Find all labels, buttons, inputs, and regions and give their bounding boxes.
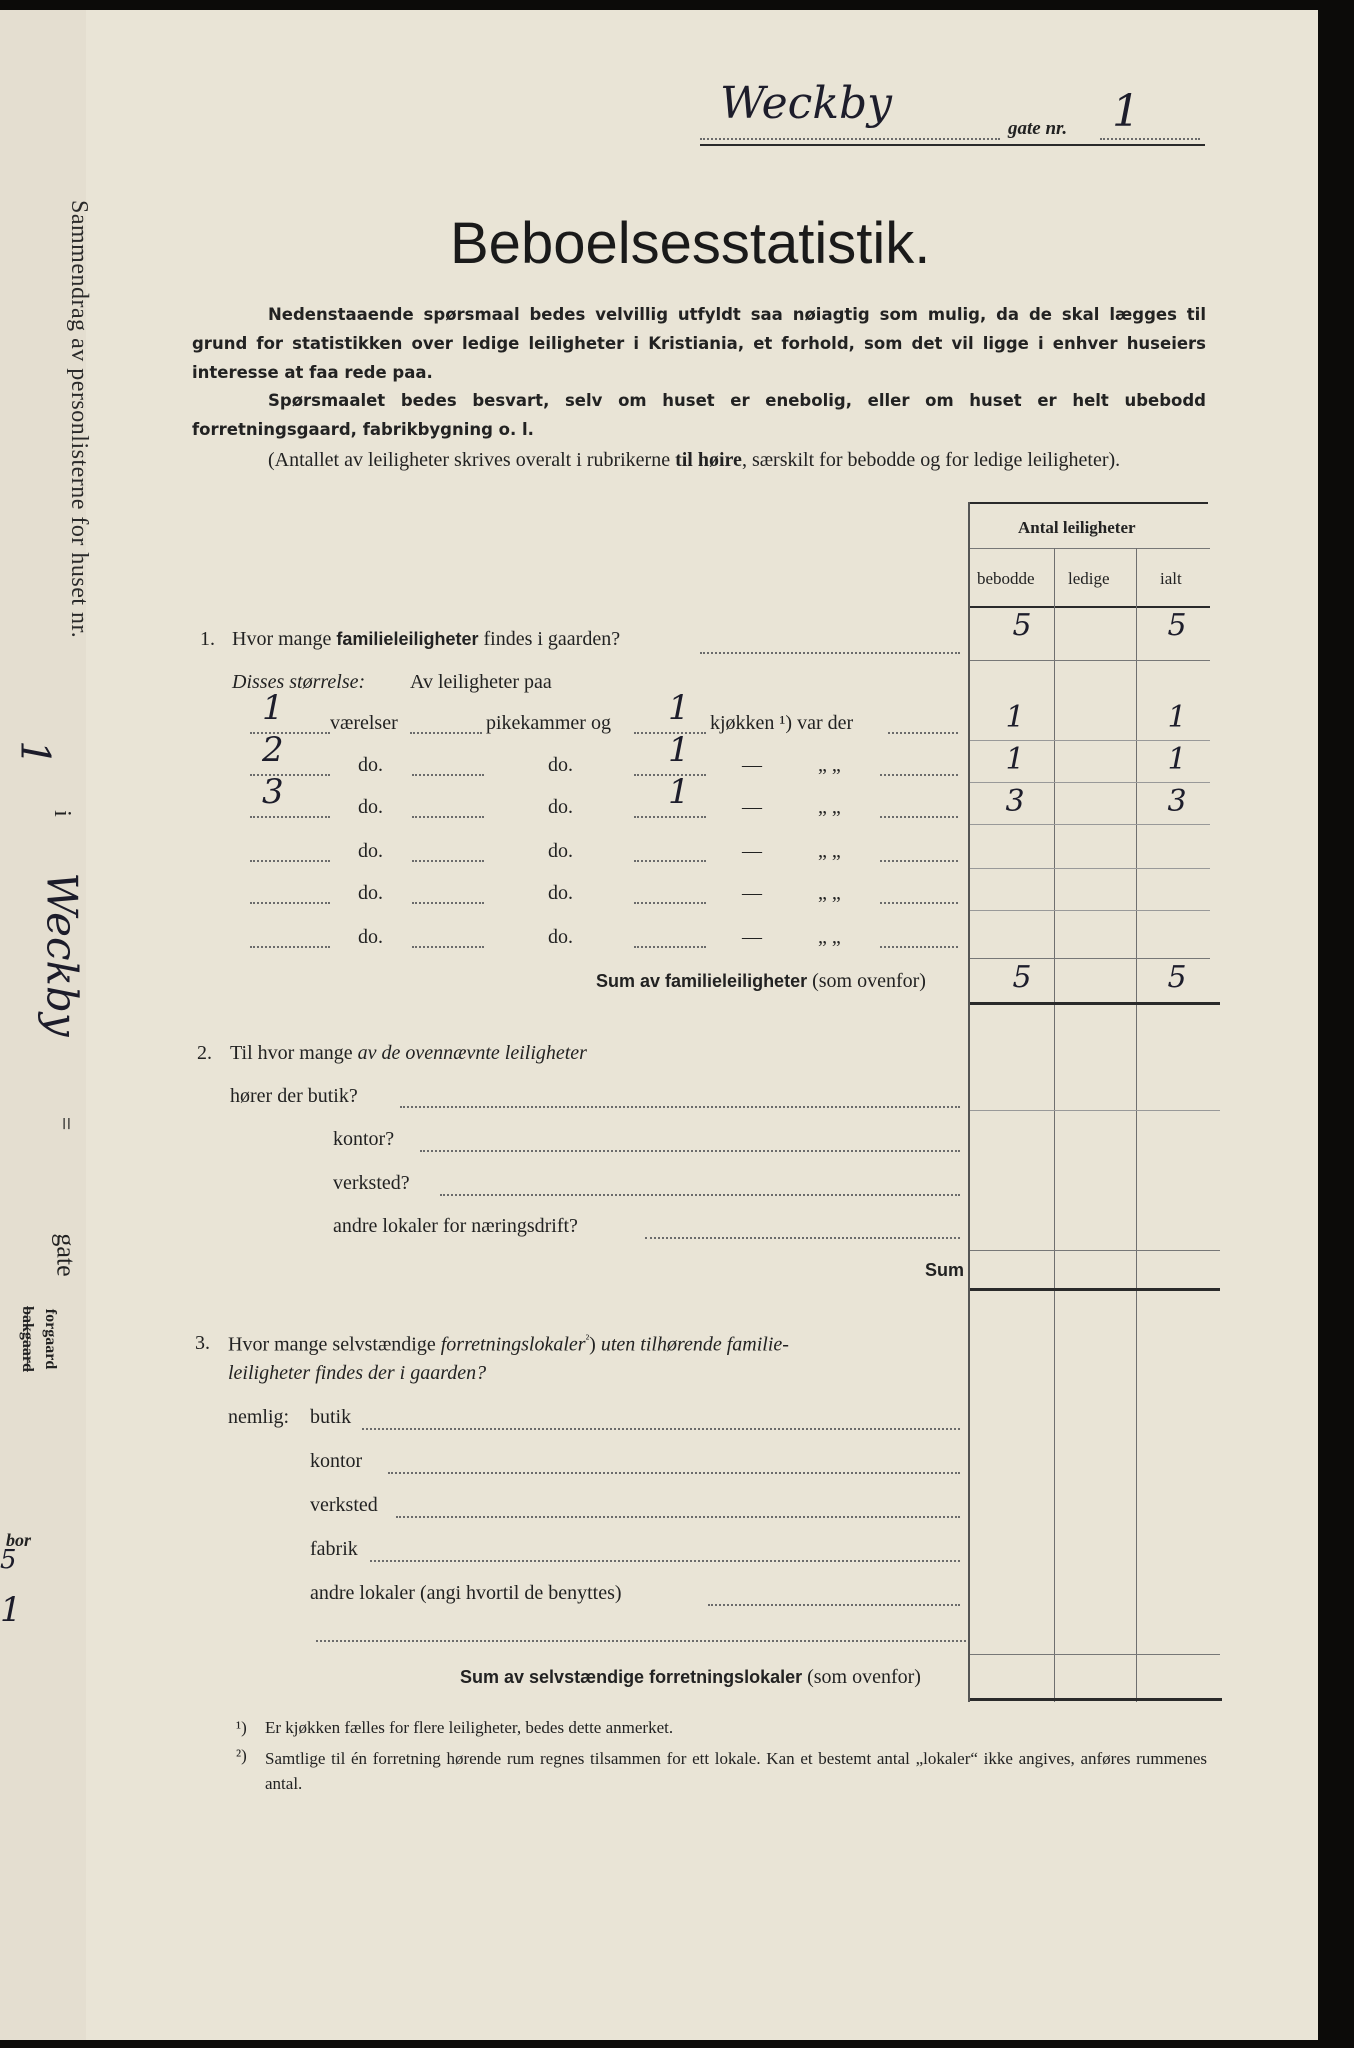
intro-paragraph-3	[192, 446, 1206, 475]
q1-text	[232, 628, 620, 651]
size-row-word1: do.	[358, 926, 383, 948]
dotted-line	[410, 732, 482, 734]
q3-sum-label	[460, 1666, 921, 1689]
size-row-word2: do.	[548, 926, 573, 948]
table-title: Antal leiligheter	[1018, 518, 1136, 537]
side-i: i	[48, 810, 75, 817]
q2-item-verksted: verksted?	[333, 1172, 410, 1194]
q3-item-andre: andre lokaler (angi hvortil de benyttes)	[310, 1582, 622, 1604]
dotted-line	[412, 860, 484, 862]
side-house-nr: 1	[11, 740, 58, 766]
dotted-line	[412, 946, 484, 948]
leader-dots	[880, 902, 958, 904]
rooms-dotted-line	[250, 860, 330, 862]
intro-p3-bold: til høire	[675, 449, 742, 471]
dotted-line	[412, 816, 484, 818]
size-row-rooms: 3	[262, 772, 284, 812]
size-row-word3: —	[742, 840, 762, 862]
sum-rule-q1	[970, 1002, 1220, 1005]
size-row-bebodde: 3	[1005, 784, 1025, 819]
size-row-word3: —	[742, 796, 762, 818]
row-rule-pre-sum-q3	[970, 1654, 1220, 1655]
q1-text-bold: familieleiligheter	[336, 629, 479, 649]
leader-dots	[880, 946, 958, 948]
leader-dots	[362, 1428, 960, 1430]
page-title: Beboelsesstatistik.	[450, 211, 931, 276]
size-row-kitchen: 1	[668, 688, 690, 728]
nr-dotted-line	[1100, 138, 1200, 140]
q3-text-a: Hvor mange selvstændige	[228, 1333, 441, 1356]
row-rule-pre-sum	[970, 958, 1210, 959]
footnote-1: Er kjøkken fælles for flere leiligheter, bedes dette anmerket.	[265, 1718, 674, 1737]
size-row-ditto: „ „	[818, 926, 841, 948]
q3-item-fabrik: fabrik	[310, 1538, 358, 1560]
q1-sum-label	[596, 970, 926, 993]
size-row-word3: —	[742, 882, 762, 904]
size-row-word1: do.	[358, 840, 383, 862]
q1-ialt-value: 5	[1167, 608, 1187, 643]
rooms-dotted-line	[250, 816, 330, 818]
street-dotted-line	[700, 138, 1000, 140]
leader-dots	[440, 1194, 960, 1196]
size-row-bebodde: 1	[1005, 700, 1025, 735]
rooms-dotted-line	[250, 902, 330, 904]
size-row-rooms: 1	[262, 688, 284, 728]
size-row-ditto: „ „	[818, 796, 841, 818]
side-title: Sammendrag av personlisterne for huset nr.	[66, 200, 92, 639]
side-street: Weckby	[37, 872, 87, 1037]
size-row-ditto: „ „	[818, 882, 841, 904]
q1-leader-dots	[700, 652, 960, 654]
dotted-line	[412, 902, 484, 904]
rooms-dotted-line	[250, 946, 330, 948]
size-row-word2: do.	[548, 754, 573, 776]
q3-sum-bold: Sum av selvstændige forretningslokaler	[460, 1667, 803, 1687]
row-rule-pre-sum-q2	[970, 1250, 1220, 1251]
row-rule	[970, 740, 1210, 741]
q2-number: 2.	[197, 1042, 212, 1064]
blank-entry-line	[316, 1640, 966, 1642]
q2-item-andre: andre lokaler for næringsdrift?	[333, 1215, 578, 1237]
leader-dots	[370, 1560, 960, 1562]
size-row-word1: do.	[358, 882, 383, 904]
table-top-rule	[968, 502, 1208, 504]
size-row-word2: pikekammer og	[486, 712, 611, 734]
size-row-word1: værelser	[330, 712, 398, 734]
gate-nr-handwritten: 1	[1112, 86, 1140, 137]
q2-item-butik: hører der butik?	[230, 1085, 358, 1107]
sum-rule-q2	[970, 1288, 1220, 1291]
intro-paragraph-2: Spørsmaalet bedes besvart, selv om huset er enebolig, eller om huset er helt ubebodd forretningsgaard, fabrikbygning o. l.	[192, 391, 1206, 439]
col-ledige: ledige	[1068, 569, 1110, 588]
size-row-ialt: 1	[1167, 700, 1187, 735]
leader-dots	[388, 1472, 960, 1474]
q3-nemlig: nemlig:	[228, 1406, 290, 1428]
q1-text-a: Hvor mange	[232, 628, 337, 650]
q1-sum-suffix: (som ovenfor)	[807, 970, 926, 992]
leader-dots	[708, 1604, 960, 1606]
kitchen-dotted-line	[634, 902, 706, 904]
q3-item-verksted: verksted	[310, 1494, 378, 1516]
side-bor-num: 5	[0, 1545, 17, 1575]
q3-item-kontor: kontor	[310, 1450, 363, 1472]
q3-sup: ²	[585, 1332, 590, 1346]
col-bebodde: bebodde	[977, 569, 1035, 588]
row-rule	[970, 782, 1210, 783]
row-rule	[970, 868, 1210, 869]
side-bakgaard: bakgaard	[18, 1306, 36, 1372]
leader-dots	[645, 1237, 960, 1239]
q1-bebodde-value: 5	[1012, 608, 1032, 643]
size-row-kitchen: 1	[668, 730, 690, 770]
q3-text-italic: forretningslokaler	[440, 1333, 586, 1356]
q1-text-c: findes i gaarden?	[478, 628, 621, 650]
size-row-ialt: 3	[1167, 784, 1187, 819]
q3-text	[228, 1332, 789, 1357]
kitchen-dotted-line	[634, 860, 706, 862]
size-row-ditto: „ „	[818, 840, 841, 862]
footnote-2: Samtlige til én forretning hørende rum regnes tilsammen for ett lokale. Kan et bestemt antal „lokaler“ ikke angives, anføres rummenes antal.	[265, 1749, 1207, 1793]
intro-p3-text: (Antallet av leiligheter skrives overalt i rubrikerne	[268, 449, 676, 471]
size-row-kitchen: 1	[668, 772, 690, 812]
table-left-border	[968, 502, 970, 1702]
row-rule	[970, 824, 1210, 825]
row-rule-q1	[970, 660, 1210, 661]
intro-paragraph-1: Nedenstaaende spørsmaal bedes velvillig utfyldt saa nøiagtig som mulig, da de skal lægges til grund for statistikken over ledige leiligheter i Kristiania, et forhold, som det vil ligge i enhver huseiers interesse at faa rede paa.	[192, 305, 1206, 382]
size-row-ialt: 1	[1167, 742, 1187, 777]
q3-text-c: )	[589, 1333, 601, 1356]
table-head-rule	[970, 548, 1210, 549]
col-ialt: ialt	[1160, 569, 1182, 588]
leader-dots	[880, 860, 958, 862]
side-eq: =	[52, 1116, 79, 1131]
footnote-1-mark: ¹)	[236, 1718, 247, 1737]
size-row-ditto: „ „	[818, 754, 841, 776]
street-name-handwritten: Weckby	[720, 78, 893, 129]
q2-text-a: Til hvor mange	[230, 1042, 358, 1064]
size-row-word3: kjøkken ¹) var der	[710, 712, 854, 734]
sizes-text: Av leiligheter paa	[410, 671, 552, 693]
row-rule	[970, 1110, 1220, 1111]
sizes-label: Disses størrelse:	[232, 671, 366, 693]
header-rule	[700, 144, 1205, 146]
side-forgaard: forgaard	[42, 1308, 60, 1370]
q3-text-line2: leiligheter findes der i gaarden?	[228, 1362, 487, 1384]
q3-number: 3.	[195, 1332, 210, 1354]
side-bor: bor	[6, 1530, 32, 1550]
footnote-2-mark: ²)	[236, 1746, 247, 1765]
kitchen-dotted-line	[634, 816, 706, 818]
q2-sum-label: Sum	[925, 1260, 965, 1280]
q1-sum-bebodde: 5	[1012, 960, 1032, 995]
q3-text-italic-2: uten tilhørende familie-	[600, 1333, 789, 1356]
size-row-word2: do.	[548, 882, 573, 904]
size-row-bebodde: 1	[1005, 742, 1025, 777]
q1-sum-bold: Sum av familieleiligheter	[596, 971, 808, 991]
sum-rule-q3	[970, 1698, 1222, 1701]
q2-item-kontor: kontor?	[333, 1128, 395, 1150]
dotted-line	[412, 774, 484, 776]
q1-number: 1.	[200, 628, 215, 650]
size-row-word1: do.	[358, 796, 383, 818]
gate-nr-label: gate nr.	[1008, 118, 1068, 139]
leader-dots	[420, 1150, 960, 1152]
intro-p3-text-end: , særskilt for bebodde og for ledige leiligheter).	[741, 449, 1121, 471]
size-row-rooms: 2	[262, 730, 284, 770]
side-gate: gate	[51, 1233, 81, 1277]
size-row-word2: do.	[548, 796, 573, 818]
size-row-word2: do.	[548, 840, 573, 862]
leader-dots	[880, 816, 958, 818]
size-row-word3: —	[742, 926, 762, 948]
q1-sum-ialt: 5	[1167, 960, 1187, 995]
size-row-word1: do.	[358, 754, 383, 776]
row-rule	[970, 910, 1210, 911]
leader-dots	[400, 1106, 960, 1108]
q3-item-butik: butik	[310, 1406, 352, 1428]
leader-dots	[888, 732, 958, 734]
leader-dots	[880, 774, 958, 776]
side-bor-num2: 1	[0, 1590, 22, 1630]
q2-text-italic: av de ovennævnte leiligheter	[357, 1042, 587, 1064]
kitchen-dotted-line	[634, 946, 706, 948]
q3-sum-suffix: (som ovenfor)	[802, 1666, 921, 1688]
leader-dots	[396, 1516, 960, 1518]
size-row-word3: —	[742, 754, 762, 776]
q2-text	[230, 1042, 587, 1065]
